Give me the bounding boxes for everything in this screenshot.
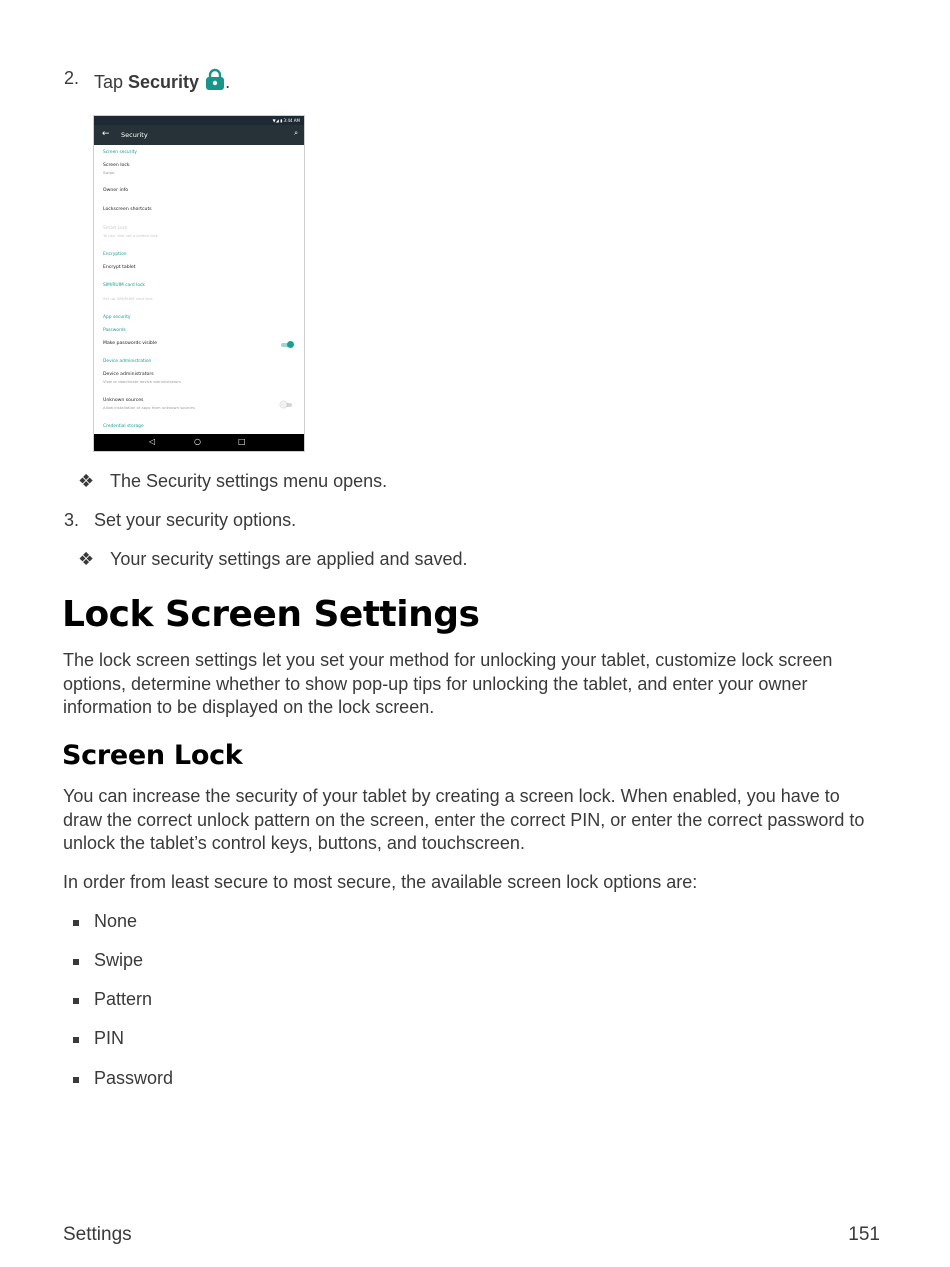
step-number: 3. bbox=[64, 510, 80, 530]
section-passwords: Passwords bbox=[103, 328, 126, 333]
result-1 bbox=[0, 471, 950, 495]
section-heading: Screen Lock bbox=[62, 740, 243, 771]
page-number: 151 bbox=[848, 1224, 880, 1245]
item-sim-lock-summary: Set up SIM/RUIM card lock bbox=[103, 296, 153, 301]
security-label: Security bbox=[128, 72, 200, 92]
result-text: Your security settings are applied and saved. bbox=[110, 549, 468, 569]
item-smart-lock-summary: To use, first set a screen lock bbox=[103, 233, 159, 238]
options-intro: In order from least secure to most secure, the available screen lock options are: bbox=[63, 872, 698, 892]
item-make-passwords-visible: Make passwords visible bbox=[103, 341, 157, 346]
recents-nav-icon: □ bbox=[238, 437, 246, 446]
back-arrow-icon: ← bbox=[102, 129, 110, 139]
lock-icon bbox=[205, 68, 225, 95]
square-bullet-icon bbox=[73, 1037, 79, 1043]
item-owner-info: Owner info bbox=[103, 188, 129, 193]
item-lockscreen-shortcuts: Lockscreen shortcuts bbox=[103, 207, 152, 212]
section-credential-storage: Credential storage bbox=[103, 424, 144, 429]
result-2 bbox=[0, 549, 950, 573]
app-bar bbox=[94, 125, 304, 145]
square-bullet-icon bbox=[73, 959, 79, 965]
section-device-administration: Device administration bbox=[103, 359, 152, 364]
item-device-administrators: Device administrators bbox=[103, 372, 154, 377]
section-app-security: App security bbox=[103, 315, 131, 320]
intro-paragraph: The lock screen settings let you set your method for unlocking your tablet, customize lock screen options, determine whether to show pop-up tips for unlocking the tablet, and enter your owner information to be displayed on the lock screen. bbox=[63, 650, 833, 717]
back-nav-icon: ◁ bbox=[149, 437, 156, 446]
item-smart-lock: Smart Lock bbox=[103, 226, 128, 231]
search-icon: ⌕ bbox=[294, 129, 298, 137]
item-unknown-sources-summary: Allow installation of apps from unknown sources bbox=[103, 405, 195, 410]
status-bar: ▼◢ ▮ 3:44 AM bbox=[94, 116, 304, 125]
unknown-sources-toggle-off bbox=[281, 403, 292, 407]
passwords-visible-toggle-on bbox=[281, 343, 292, 347]
step-2 bbox=[0, 68, 950, 92]
section-screen-security: Screen security bbox=[103, 150, 138, 155]
item-screen-lock-summary: Swipe bbox=[103, 170, 115, 175]
result-text: The Security settings menu opens. bbox=[110, 471, 388, 491]
square-bullet-icon bbox=[73, 1077, 79, 1083]
square-bullet-icon bbox=[73, 920, 79, 926]
step-text: Set your security options. bbox=[94, 510, 297, 530]
section-sim-lock: SIM/RUIM card lock bbox=[103, 283, 145, 288]
navigation-bar bbox=[94, 434, 304, 451]
screen-lock-paragraph: You can increase the security of your tablet by creating a screen lock. When enabled, you have to draw the correct unlock pattern on the screen, enter the correct PIN, or enter the correct password to unlock the tablet’s control keys, buttons, and touchscreen. bbox=[63, 786, 865, 853]
diamond-bullet-icon: ❖ bbox=[78, 471, 95, 491]
footer-section: Settings bbox=[63, 1224, 132, 1245]
item-device-administrators-summary: View or deactivate device administrators bbox=[103, 379, 181, 384]
step-number: 2. bbox=[64, 68, 80, 88]
section-encryption: Encryption bbox=[103, 252, 127, 257]
home-nav-icon: ○ bbox=[194, 437, 201, 446]
security-screenshot bbox=[94, 116, 304, 451]
square-bullet-icon bbox=[73, 998, 79, 1004]
step-text: Tap Security . bbox=[94, 68, 230, 95]
diamond-bullet-icon: ❖ bbox=[78, 549, 95, 569]
step-3 bbox=[0, 510, 950, 534]
item-unknown-sources: Unknown sources bbox=[103, 398, 144, 403]
item-encrypt-tablet: Encrypt tablet bbox=[103, 265, 136, 270]
item-screen-lock: Screen lock bbox=[103, 163, 130, 168]
app-bar-title: Security bbox=[121, 131, 148, 139]
page-heading: Lock Screen Settings bbox=[62, 594, 480, 635]
